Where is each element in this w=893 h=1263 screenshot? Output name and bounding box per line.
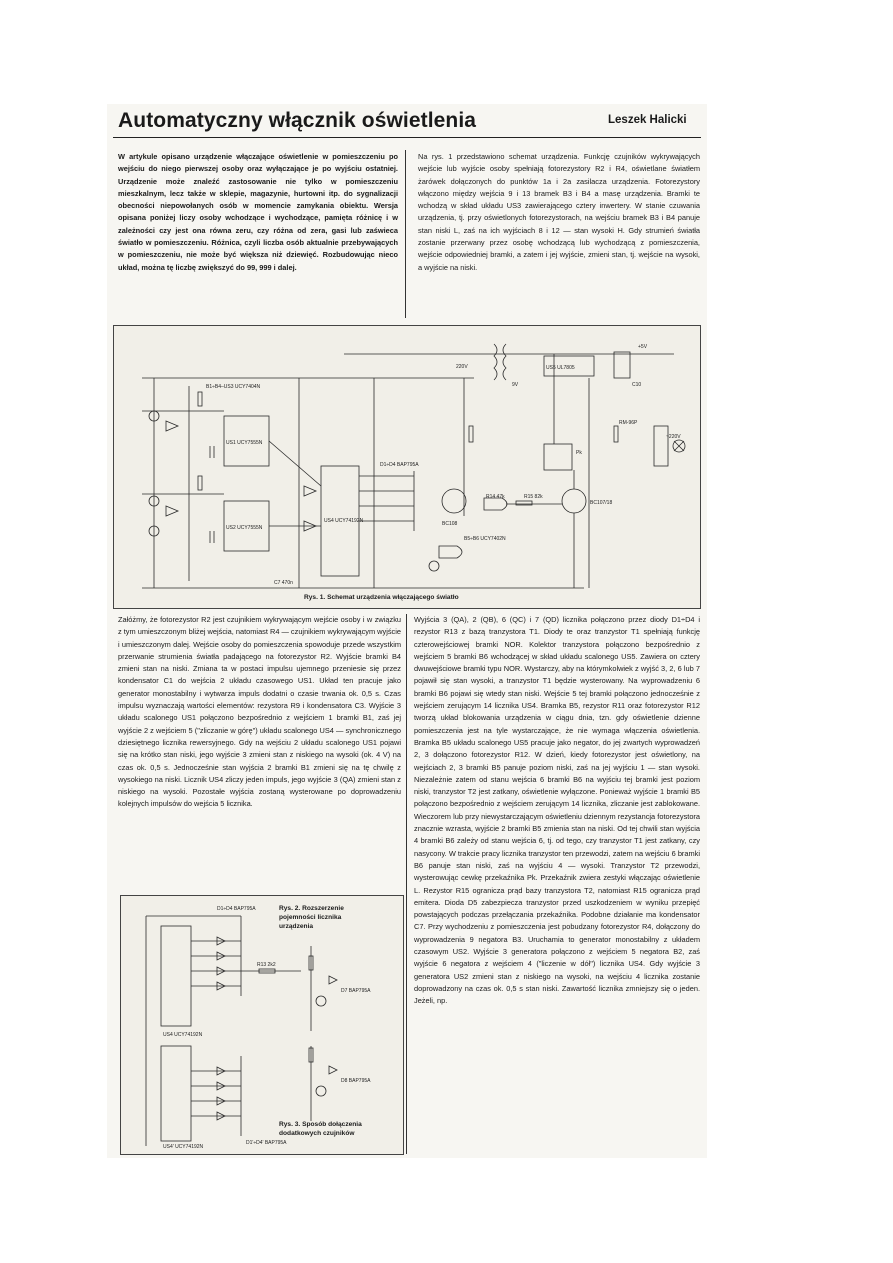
figure-1-caption: Rys. 1. Schemat urządzenia włączającego światło (304, 594, 459, 601)
body-text-right-mid: Wyjścia 3 (QA), 2 (QB), 6 (QC) i 7 (QD) licznika połączono przez diody D1÷D4 i rezystor R13 z bazą tranzystora T1. Diody te oraz tranzystor T1 spełniają funkcję czterowejściowej bramki NOR. Kolektor tranzystora połączono bezpośrednio z wejściem 5 bramki B6 wchodzącej w skład układu scalonego US5. Zawiera on cztery dwuwejściowe bramki typu NOR. Wystarczy, aby na którymkolwiek z wyjść 3, 2, 6 lub 7 pojawił się stan wysoki, a tranzystor T1 będzie wysterowany. Na wyprowadzeniu 6 bramki B6 pojawi się wtedy stan niski. Wejście 5 tej bramki połączono jednocześnie z wejściem zerującym 14 licznika US4. Bramka B5, rezystor R11 oraz fotorezystor R12 tworzą układ blokowania urządzenia w ciągu dnia, tzn. gdy oświetlenie dzienne pomieszczenia jest na tyle wystarczające, że nie wymaga włączenia oświetlenia. Bramka B5 układu scalonego US5 pracuje jako negator, do jej zwartych wyprowadzeń 2, 3 dołączono fotorezystor R12. W dzień, kiedy fotorezystor jest oświetlony, na wejściach 2, 3 bramki B5 panuje poziom niski, zaś na jej wyjściu 1 — stan wysoki. Niezależnie zatem od stanu wejścia 6 bramki B6 na wyjściu tej bramki jest poziom niski, tranzystor T2 jest zatkany, oświetlenie wyłączone. Ponieważ wyjście 1 bramki B5 połączono bezpośrednio z wejściem zerującym 14 licznika, zliczanie jest zablokowane. Wieczorem lub przy niewystarczającym oświetleniu dziennym rezystancja fotorezystora znacznie wzrasta, wyjście 2 bramki B5 zmienia stan na niski. Od tej chwili stan wyjścia 4 bramki B6 zależy od stanu wejścia 6, tj. od tego, czy tranzystor T1 jest zatkany, czy nasycony. W trakcie pracy licznika tranzystor ten przewodzi, zatem na wejściu 6 bramki B6 panuje stan niski, zaś na wyjściu 4 — wysoki. Tranzystor T2 przewodzi, wysterowując cewkę przekaźnika Pk. Przekaźnik zwiera zestyki włączając oświetlenie L. Rezystor R15 ogranicza prąd bazy tranzystora T2, natomiast R15 ogranicza prąd emitera. Dioda D5 zabezpiecza tranzystor przed uszkodzeniem w wyniku przepięć powstających podczas przełączania przekaźnika. Podobne działanie ma kondensator C7. Przy wychodzeniu z pomieszczenia jest pobudzany fotorezystor R4, dołączony do wyprowadzenia 9 negatora B3. Uruchamia to generator monostabilny z układem czasowym US2. Wyjście 3 generatora połączono z wejściem 5 negatora B2, zaś wyjście 6 negatora z wejściem 4 ("liczenie w dół") licznika US4. Gdy wyjście 3 generatora US2 zmieni stan z niskiego na wysoki, na wejściu 4 licznika zostanie doprowadzony na czas ok. 0,5 s stan niski. Zawartość licznika zmniejszy się o jeden. Jeżeli, np. (414, 615, 700, 1006)
pk-label: Pk (576, 450, 582, 456)
us4-label: US4 UCY74192N (324, 518, 364, 524)
figure-1-schematic (113, 325, 701, 609)
schematic-drawing (114, 326, 700, 608)
fig2-resistor-label: R13 2k2 (257, 962, 276, 968)
t1-label: BC108 (442, 521, 458, 527)
b5b6-label: B5÷B6 UCY7402N (464, 536, 506, 542)
plus5v-label: +5V (638, 344, 648, 350)
fig2-diodes-label: D1'÷D4' BAP795A (246, 1140, 287, 1146)
us1-label: US1 UCY7555N (226, 440, 263, 446)
t2-label: BC107/18 (590, 500, 613, 506)
column-divider-top (405, 150, 406, 318)
c7-label: C7 470n (274, 580, 293, 586)
column-divider-bottom (406, 614, 407, 1154)
c10-label: C10 (632, 382, 642, 388)
fig2-header-label: D1÷D4 BAP795A (217, 906, 256, 912)
figure-2-3-schematic (120, 895, 404, 1155)
relay-label: RM-96P (619, 420, 638, 426)
article-title: Automatyczny włącznik oświetlenia (118, 109, 477, 132)
figure-2-caption: Rys. 2. Rozszerzenie pojemności licznika urządzenia (279, 905, 344, 930)
r14-label: R14 47k (486, 494, 505, 500)
us5-label: US5 UL7805 (546, 365, 575, 371)
counter-extension-drawing (121, 896, 403, 1154)
body-text-left-mid: Załóżmy, że fotorezystor R2 jest czujnikiem wykrywającym wejście osoby i w związku z tym umieszczonym bliżej wejścia, natomiast R4 — czujnikiem wykrywającym wyjście i umieszczonym dalej. Wejście osoby do pomieszczenia spowoduje przede wszystkim przerwanie strumienia światła padającego na fotorezystor R2. Wyjście bramki B4 zmieni stan na niski. Zmiana ta w postaci impulsu ujemnego przeniesie się przez kondensator C1 do wejścia 2 układu czasowego US1. Układ ten pracuje jako generator monostabilny i wytwarza impuls dodatni o czasie trwania ok. 0,5 s. Czas impulsu wyznaczają wartości elementów: rezystora R9 i kondensatora C3. Wyjście 3 układu scalonego US1 połączono bezpośrednio z wejściem 1 bramki B1, zaś jej wyjście 2 z wejściem 5 ("zliczanie w górę") układu scalonego US4 — synchronicznego dziesiętnego licznika rewersyjnego. Gdy na wejściu 2 układu scalonego US1 pojawi się na krótko stan niski, jego wyjście 3 zmieni stan z niskiego na wysoki (ok. 4 V) na czas ok. 0,5 s. Jednocześnie stan wyjścia 2 bramki B1 zmieni się na tę chwilę z wysokiego na niski. Licznik US4 zliczy jeden impuls, jego wyjście 3 (QA) zmieni stan z niskiego na wysoki. Pozostałe wyjścia zostaną wysterowane po doprowadzeniu kolejnych impulsów do wejścia 5 licznika. (118, 615, 401, 809)
9v-label: 9V (512, 382, 519, 388)
fig2-ic-b-label: US4' UCY74192N (163, 1144, 204, 1150)
title-rule (113, 137, 701, 138)
220v-label: 220V (456, 364, 468, 370)
author-name: Leszek Halicki (608, 114, 687, 126)
intro-paragraph: W artykule opisano urządzenie włączające oświetlenie w pomieszczeniu po wejściu do niego pierwszej osoby oraz wyłączające je po wyjściu ostatniej. Urządzenie może znaleźć zastosowanie nie tylko w pomieszczeniu mieszkalnym, lecz także w sklepie, magazynie, hurtowni itp. do sygnalizacji obecności niepowołanych osób w momencie zamykania obiektu. Wersja opisana poniżej liczy osoby wchodzące i wychodzące, pamięta różnicę i w zależności czy jest ona równa zeru, czy różna od zera, gasi lub zaświeca światło w pomieszczeniu. Różnica, czyli liczba osób aktualnie przebywających w pomieszczeniu, nie może być większa niż dziewięć. Rozbudowując nieco układ, można tę liczbę zwiększyć do 99, 999 i dalej. (118, 152, 398, 272)
mains-label: ~220V (666, 434, 681, 440)
us2-label: US2 UCY7555N (226, 525, 263, 531)
diodes-label: D1÷D4 BAP795A (380, 462, 419, 468)
ic-header-label: B1÷B4–US3 UCY7404N (206, 384, 261, 390)
figure-3-caption: Rys. 3. Sposób dołączenia dodatkowych czujników (279, 1121, 362, 1137)
body-text-right-top: Na rys. 1 przedstawiono schemat urządzenia. Funkcję czujników wykrywających wejście lub wyjście osoby spełniają fotorezystory R2 i R4, oświetlane światłem żarówek dołączonych do punktów 1a i 2a zasilacza urządzenia. Fotorezystory włączono między wejścia 9 i 13 bramek B3 i B4 a masę urządzenia. Bramki te wchodzą w skład układu US3 zawierającego cztery inwertery. W stanie czuwania urządzenia, tj. przy oświetlonych fotorezystorach, na wejściu bramek B3 i B4 panuje stan niski L, zaś na ich wyjściach 8 i 12 — stan wysoki H. Gdy strumień światła zostanie przerwany przez osobę wchodzącą lub wychodzącą z pomieszczenia, wejście odpowiedniej bramki, a zatem i jej wyjście, zmieni stan, tj. wejście na wysoki, a wyjście na niski. (418, 152, 700, 272)
fig3-d8-label: D8 BAP795A (341, 1078, 371, 1084)
fig3-d7-label: D7 BAP795A (341, 988, 371, 994)
fig2-ic-a-label: US4 UCY74192N (163, 1032, 203, 1038)
r15-label: R15 82k (524, 494, 543, 500)
